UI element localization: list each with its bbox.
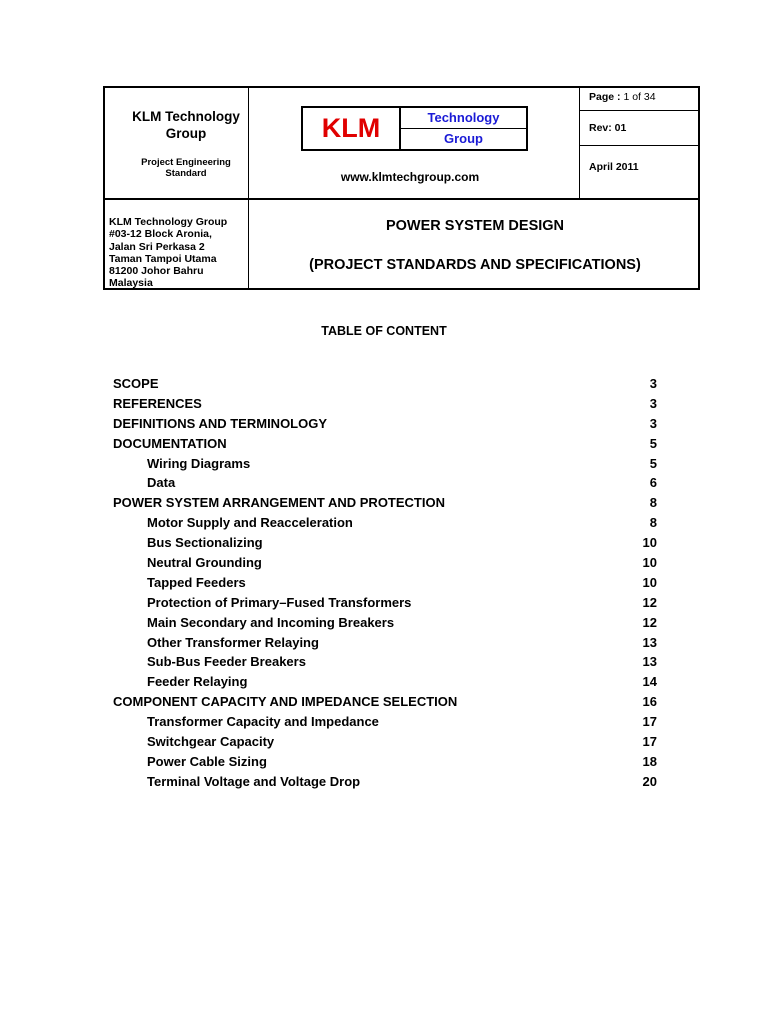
company-name-line: Group	[165, 126, 207, 141]
toc-entry-page: 12	[642, 594, 657, 610]
toc-entry-label: Neutral Grounding	[147, 555, 262, 571]
revision: Rev: 01	[589, 122, 627, 134]
toc-entry-page: 16	[642, 694, 657, 710]
toc-entry-page: 10	[642, 574, 657, 590]
toc-entry[interactable]	[113, 613, 657, 633]
table-of-contents	[113, 374, 657, 792]
toc-entry-page: 8	[649, 515, 657, 531]
toc-entry[interactable]	[113, 513, 657, 533]
toc-entry-page: 5	[649, 435, 657, 451]
header-right-divider	[579, 88, 580, 198]
issue-date: April 2011	[589, 161, 639, 173]
document-header	[103, 86, 700, 290]
toc-entry-label: SCOPE	[113, 376, 159, 391]
toc-entry-label: Switchgear Capacity	[147, 734, 275, 750]
logo-klm-text: KLM	[303, 108, 401, 149]
toc-entry[interactable]	[113, 493, 657, 513]
header-row-divider	[105, 198, 698, 200]
standard-type	[111, 157, 261, 179]
toc-entry[interactable]	[113, 434, 657, 454]
address-line: Jalan Sri Perkasa 2	[109, 240, 205, 253]
toc-entry[interactable]	[113, 473, 657, 493]
meta-divider-1	[579, 110, 698, 111]
toc-entry-label: DEFINITIONS AND TERMINOLOGY	[113, 415, 328, 431]
toc-entry-label: POWER SYSTEM ARRANGEMENT AND PROTECTION	[113, 495, 445, 511]
toc-entry[interactable]	[113, 573, 657, 593]
page-label: Page :	[589, 91, 621, 103]
toc-entry-label: Protection of Primary–Fused Transformers	[147, 594, 412, 610]
toc-entry-page: 3	[649, 415, 657, 431]
address-line: 81200 Johor Bahru	[109, 265, 204, 278]
toc-entry[interactable]	[113, 454, 657, 474]
toc-entry[interactable]	[113, 732, 657, 752]
address-line: KLM Technology Group	[109, 216, 228, 228]
toc-entry-label: Feeder Relaying	[147, 674, 248, 690]
toc-entry-label: Transformer Capacity and Impedance	[147, 714, 379, 730]
toc-entry-page: 10	[642, 555, 657, 571]
toc-entry[interactable]	[113, 652, 657, 672]
page-number	[589, 91, 656, 103]
document-subtitle: (PROJECT STANDARDS AND SPECIFICATIONS)	[309, 257, 641, 273]
toc-entry[interactable]	[113, 414, 657, 434]
toc-entry-label: Main Secondary and Incoming Breakers	[147, 614, 395, 630]
toc-entry-page: 18	[642, 753, 657, 769]
toc-entry[interactable]	[113, 394, 657, 414]
toc-entry-page: 14	[642, 674, 657, 690]
toc-entry-page: 10	[642, 535, 657, 551]
toc-entry-page: 8	[649, 495, 657, 511]
toc-entry-page: 6	[649, 475, 657, 491]
toc-entry-label: Sub-Bus Feeder Breakers	[147, 654, 306, 670]
toc-entry-page: 5	[649, 455, 657, 471]
toc-entry-label: Data	[147, 475, 176, 491]
logo-group-text: Group	[444, 131, 483, 146]
page-value: 1 of 34	[623, 91, 656, 103]
address-line: Malaysia	[109, 277, 153, 290]
toc-entry-label: Motor Supply and Reacceleration	[147, 515, 353, 531]
toc-entry-label: Power Cable Sizing	[147, 753, 267, 769]
toc-entry-page: 13	[642, 654, 657, 670]
klm-logo	[301, 106, 528, 151]
toc-entry-page: 13	[642, 634, 657, 650]
toc-entry[interactable]	[113, 593, 657, 613]
standard-type-line: Project Engineering	[141, 157, 231, 168]
toc-entry[interactable]	[113, 374, 657, 394]
toc-entry[interactable]	[113, 553, 657, 573]
toc-entry-label: Bus Sectionalizing	[147, 535, 263, 551]
toc-entry-page: 17	[642, 714, 657, 730]
toc-entry-label: DOCUMENTATION	[113, 435, 227, 451]
toc-entry-page: 3	[649, 395, 657, 411]
toc-entry-label: REFERENCES	[113, 395, 202, 411]
toc-entry-page: 3	[649, 376, 657, 391]
toc-entry-label: COMPONENT CAPACITY AND IMPEDANCE SELECTION	[113, 694, 458, 710]
toc-heading: TABLE OF CONTENT	[321, 324, 447, 338]
standard-type-line: Standard	[165, 168, 207, 179]
address-line: Taman Tampoi Utama	[109, 252, 217, 265]
company-name	[111, 108, 261, 142]
toc-entry[interactable]	[113, 533, 657, 553]
company-address	[109, 216, 259, 290]
website-url: www.klmtechgroup.com	[340, 170, 480, 184]
address-line: #03-12 Block Aronia,	[109, 228, 212, 241]
toc-entry[interactable]	[113, 692, 657, 712]
logo-technology-text: Technology	[401, 108, 526, 129]
toc-entry[interactable]	[113, 672, 657, 692]
toc-entry[interactable]	[113, 633, 657, 653]
toc-entry-page: 17	[642, 734, 657, 750]
toc-entry-page: 20	[642, 773, 657, 789]
toc-entry-page: 12	[642, 614, 657, 630]
toc-entry-label: Tapped Feeders	[147, 574, 246, 590]
toc-entry-label: Other Transformer Relaying	[147, 634, 319, 650]
company-name-line: KLM Technology	[132, 109, 240, 124]
document-title: POWER SYSTEM DESIGN	[385, 218, 565, 234]
meta-divider-2	[579, 145, 698, 146]
toc-entry[interactable]	[113, 772, 657, 792]
toc-entry-label: Wiring Diagrams	[147, 455, 251, 471]
toc-entry[interactable]	[113, 712, 657, 732]
toc-entry-label: Terminal Voltage and Voltage Drop	[147, 773, 361, 789]
toc-entry[interactable]	[113, 752, 657, 772]
